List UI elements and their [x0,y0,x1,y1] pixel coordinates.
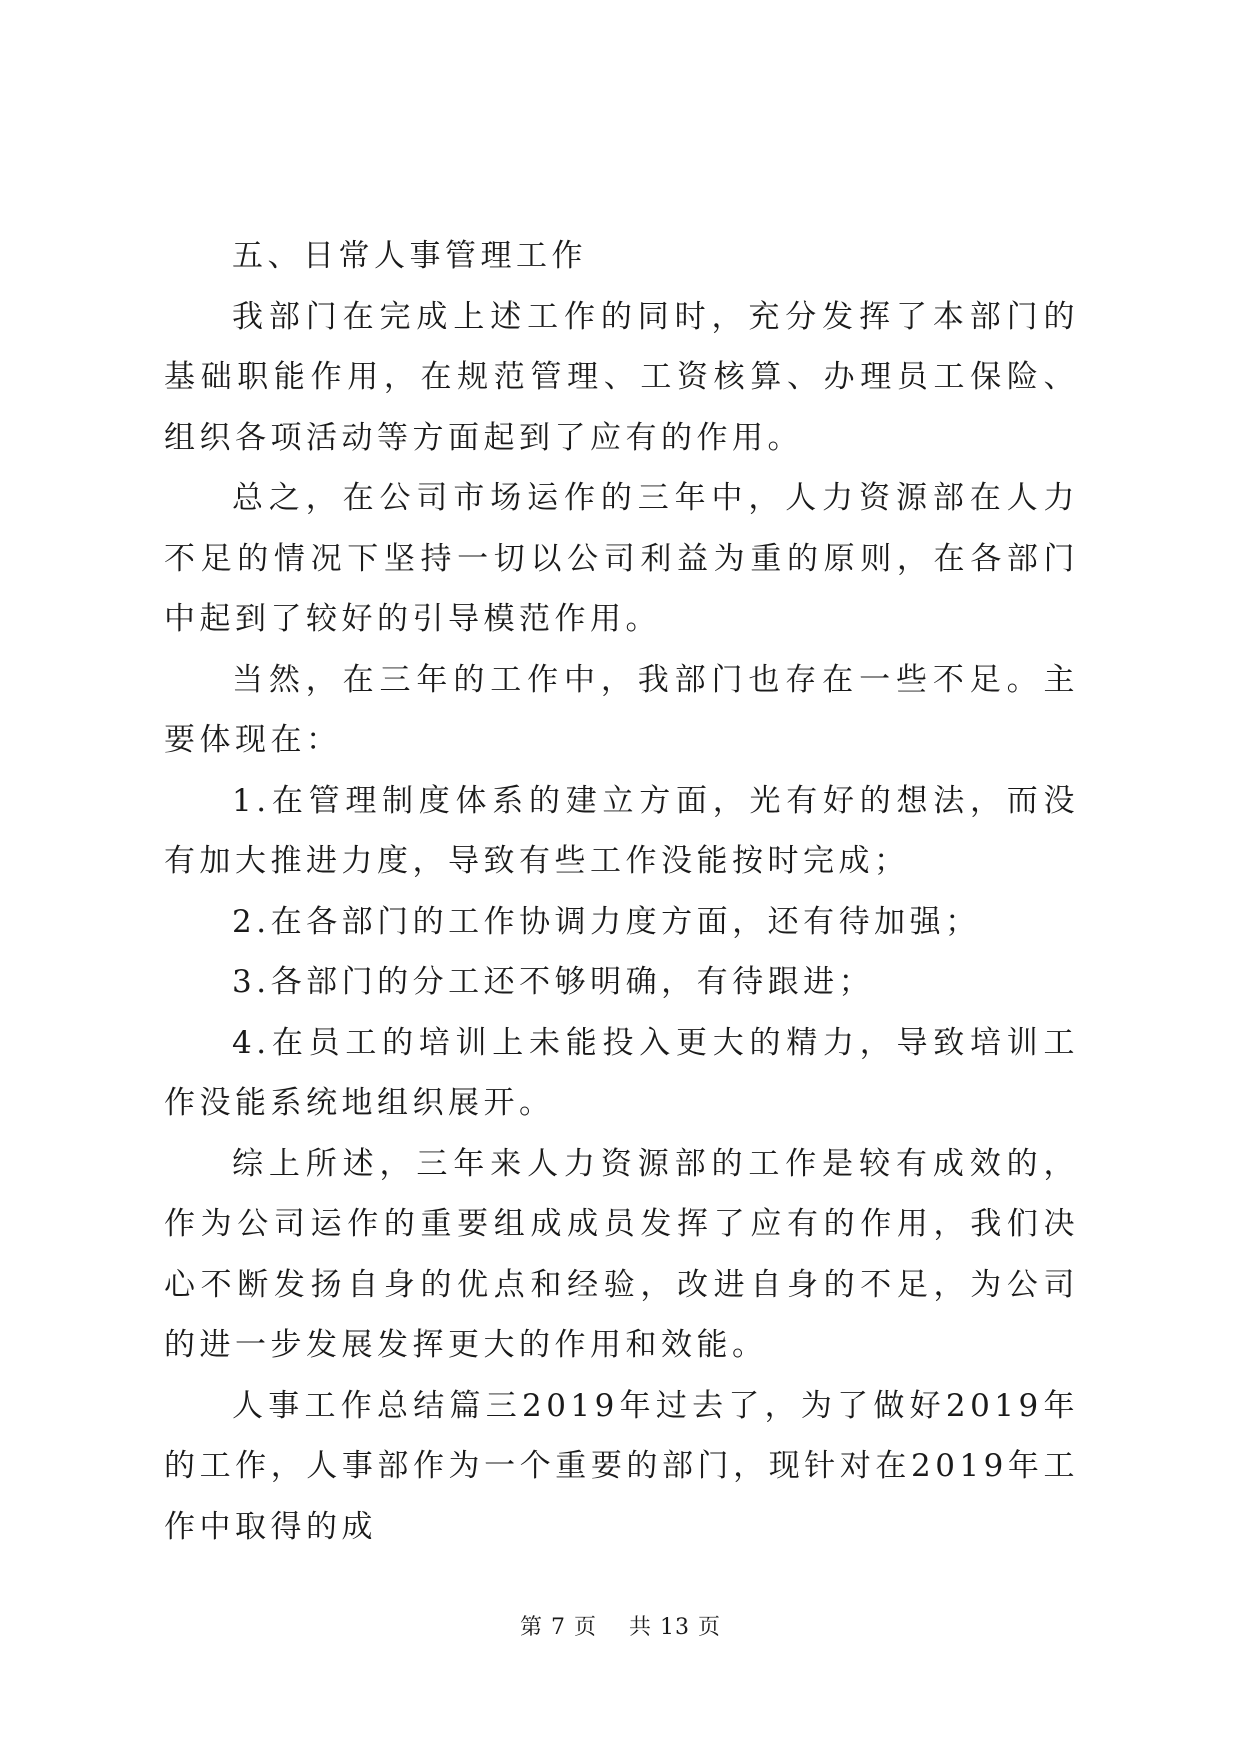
paragraph: 综上所述，三年来人力资源部的工作是较有成效的，作为公司运作的重要组成成员发挥了应有的作用，我们决心不断发扬自身的优点和经验，改进自身的不足，为公司的进一步发展发挥更大的作用和效能。 [164,1145,1079,1363]
document-body [164,226,1079,1557]
list-item: 4.在员工的培训上未能投入更大的精力，导致培训工作没能系统地组织展开。 [164,1024,1079,1121]
paragraph: 总之，在公司市场运作的三年中，人力资源部在人力不足的情况下坚持一切以公司利益为重的原则，在各部门中起到了较好的引导模范作用。 [164,480,1079,637]
paragraph: 人事工作总结篇三2019年过去了，为了做好2019年的工作，人事部作为一个重要的部门，现针对在2019年工作中取得的成 [164,1387,1079,1545]
section-heading: 五、日常人事管理工作 [232,238,587,274]
page-footer [0,1610,1241,1641]
list-item: 1.在管理制度体系的建立方面，光有好的想法，而没有加大推进力度，导致有些工作没能按时完成； [164,782,1079,879]
paragraph: 当然，在三年的工作中，我部门也存在一些不足。主要体现在： [164,661,1079,758]
page-number: 第 7 页 [520,1615,597,1640]
paragraph: 我部门在完成上述工作的同时，充分发挥了本部门的基础职能作用，在规范管理、工资核算、办理员工保险、组织各项活动等方面起到了应有的作用。 [164,298,1079,456]
footer-separator [605,1615,621,1640]
list-item: 3.各部门的分工还不够明确，有待跟进； [232,964,875,1000]
list-item: 2.在各部门的工作协调力度方面，还有待加强； [232,903,981,940]
page-total: 共 13 页 [629,1615,721,1640]
